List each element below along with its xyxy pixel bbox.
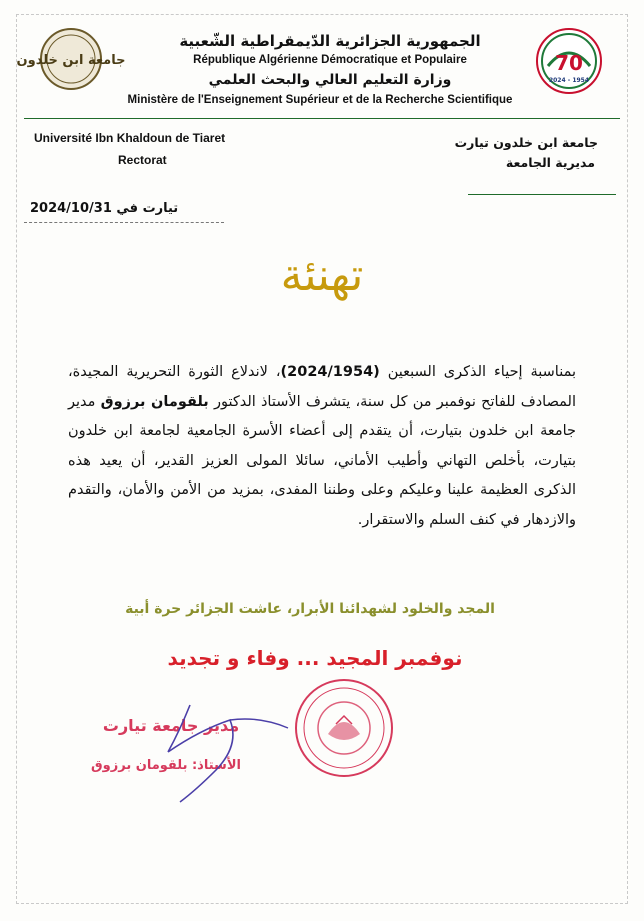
logo-right-years: 2024 - 1954: [548, 77, 590, 84]
date-underline: [24, 222, 224, 223]
university-logo: [16, 26, 126, 92]
signatory-name: الأستاذ: بلقومان برزوق: [91, 758, 241, 773]
body-years: (2024/1954): [280, 364, 380, 380]
body-part-1: بمناسبة إحياء الذكرى السبعين: [379, 364, 576, 380]
slogan-november: نوفمبر المجيد ... وفاء و تجديد: [167, 646, 463, 670]
body-part-2: ، لاندلاع الثورة التحريرية المجيدة، المصادف للفاتح نوفمبر من كل سنة، يتشرف الأستاذ الدكتور: [68, 364, 577, 410]
document-title: تهنئة: [280, 250, 364, 301]
header-fr-republic: République Algérienne Démocratique et Populaire: [193, 54, 467, 66]
header-ar-republic: الجمهورية الجزائرية الدّيمقراطية الشّعبية: [179, 32, 481, 50]
logo-right-number: 70: [555, 51, 583, 75]
rectorat-fr: Rectorat: [118, 153, 167, 167]
university-name-ar: جامعة ابن خلدون تيارت: [454, 135, 598, 150]
handwritten-signature: [120, 690, 320, 810]
header-divider: [24, 118, 620, 119]
header-ar-ministry: وزارة التعليم العالي والبحث العلمي: [208, 72, 452, 88]
logo-left-text: جامعة ابن خلدون: [16, 53, 126, 68]
rectorat-ar: مديرية الجامعة: [505, 155, 595, 170]
body-paragraph: [68, 358, 576, 535]
anniversary-logo: [534, 26, 604, 96]
document-date: تيارت في 2024/10/31: [30, 201, 179, 216]
slogan-glory: المجد والخلود لشهدائنا الأبرار، عاشت الجزائر حرة أبية: [125, 601, 495, 617]
university-name-fr: Université Ibn Khaldoun de Tiaret: [34, 131, 226, 145]
signatory-title: مدير جامعة تيارت: [102, 716, 240, 735]
institution-divider: [468, 194, 616, 195]
header-fr-ministry: Ministère de l'Enseignement Supérieur et de la Recherche Scientifique: [127, 94, 513, 106]
body-part-3: مدير جامعة ابن خلدون بتيارت، أن يتقدم إلى أعضاء الأسرة الجامعية لجامعة ابن خلدون بتيارت، بأخلص التهاني وأطيب الأماني، سائلا المولى العزيز القدير، أن يعيد هذه الذكرى العظيمة علينا وعليكم وعلى وطننا المفدى، بمزيد من الأمن والأمان، والتقدم والازدهار في كنف السلم والاستقرار.: [68, 393, 576, 528]
body-director-name: بلقومان برزوق: [100, 393, 209, 410]
